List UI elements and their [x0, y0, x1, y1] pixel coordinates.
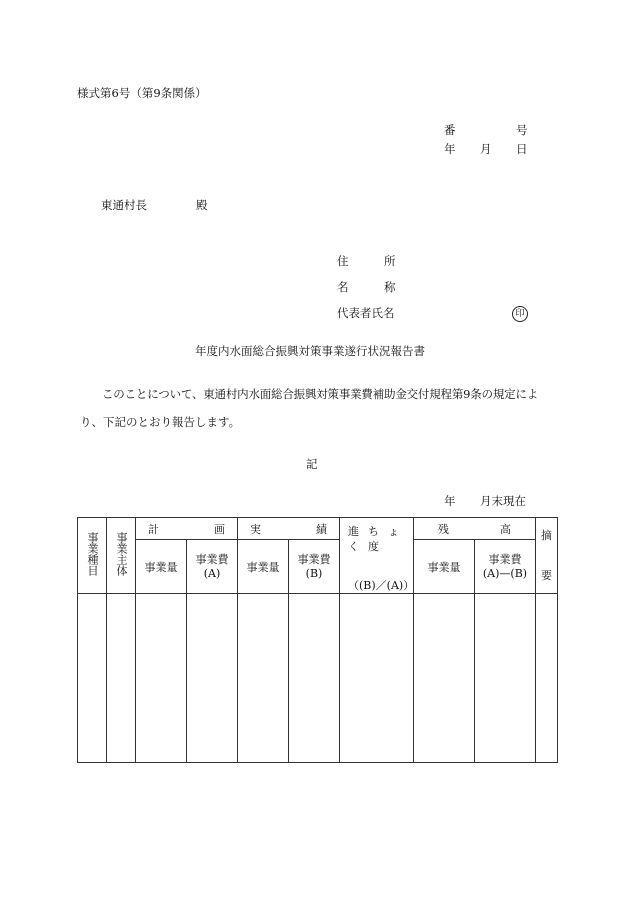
header-remarks-b: 要: [541, 569, 552, 583]
header-plan-cost: [187, 540, 238, 594]
header-remain-cost: [475, 540, 536, 594]
header-progress-title: 進ちょく度: [348, 525, 408, 554]
addressee-name: 東通村長: [101, 198, 147, 212]
form-number: 様式第6号（第9条関係）: [77, 86, 207, 100]
header-result-volume: 事業量: [238, 540, 289, 594]
header-remain-cost-ab: (A)—(B): [482, 566, 528, 580]
header-result-b: 績: [316, 522, 327, 536]
name-label-a: 名: [337, 280, 349, 294]
data-cell-remarks[interactable]: [536, 593, 558, 762]
header-remain-a: 残: [438, 522, 449, 536]
header-result-cost-b: (B): [305, 566, 323, 580]
header-entity-text: 事業主体: [115, 531, 129, 576]
data-cell-plan-volume[interactable]: [136, 593, 187, 762]
address-label-b: 所: [384, 254, 396, 268]
header-remain-cost-label: 事業費: [488, 552, 522, 566]
seal-mark: 印: [512, 306, 528, 322]
header-plan-cost-a: (A): [203, 566, 221, 580]
header-remarks-a: 摘: [541, 529, 552, 543]
report-table: [77, 517, 558, 763]
representative-label: 代表者氏名: [337, 306, 395, 320]
data-cell-plan-cost[interactable]: [187, 593, 238, 762]
date-month: 月: [480, 142, 492, 156]
header-cell-type: [78, 518, 107, 594]
body-line-1: このことについて、東通村内水面総合振興対策事業費補助金交付規程第9条の規定によ: [102, 387, 539, 401]
data-cell-remain-cost[interactable]: [475, 593, 536, 762]
data-cell-remain-volume[interactable]: [414, 593, 475, 762]
name-label-b: 称: [384, 280, 396, 294]
header-progress-formula: （(B)／(A)）: [348, 578, 415, 592]
header-plan-volume: 事業量: [136, 540, 187, 594]
data-cell-entity[interactable]: [107, 593, 136, 762]
as-of-month-end: 月末現在: [480, 494, 526, 508]
header-type-text: 事業種目: [86, 531, 100, 576]
number-label-a: 番: [444, 123, 456, 137]
header-plan-b: 画: [214, 522, 225, 536]
header-cell-plan: [136, 518, 238, 540]
header-cell-progress: [340, 518, 414, 594]
header-cell-result: [238, 518, 340, 540]
header-remain-volume: 事業量: [414, 540, 475, 594]
header-plan-cost-label: 事業費: [195, 552, 229, 566]
ki-heading: 記: [306, 457, 318, 471]
address-label-a: 住: [337, 254, 349, 268]
data-cell-type[interactable]: [78, 593, 107, 762]
addressee-honorific: 殿: [196, 198, 208, 212]
number-label-b: 号: [516, 123, 528, 137]
header-cell-remaining: [414, 518, 536, 540]
data-cell-result-volume[interactable]: [238, 593, 289, 762]
header-remain-b: 高: [500, 522, 511, 536]
header-result-cost: [289, 540, 340, 594]
header-result-cost-label: 事業費: [297, 552, 331, 566]
data-cell-result-cost[interactable]: [289, 593, 340, 762]
body-line-2: り、下記のとおり報告します。: [80, 415, 241, 429]
data-cell-progress[interactable]: [340, 593, 414, 762]
document-title: 年度内水面総合振興対策事業遂行状況報告書: [195, 344, 425, 358]
header-cell-entity: [107, 518, 136, 594]
date-year: 年: [444, 142, 456, 156]
date-day: 日: [516, 142, 528, 156]
as-of-year: 年: [444, 494, 456, 508]
header-plan-a: 計: [148, 522, 159, 536]
header-result-a: 実: [250, 522, 261, 536]
header-cell-remarks: [536, 518, 558, 594]
